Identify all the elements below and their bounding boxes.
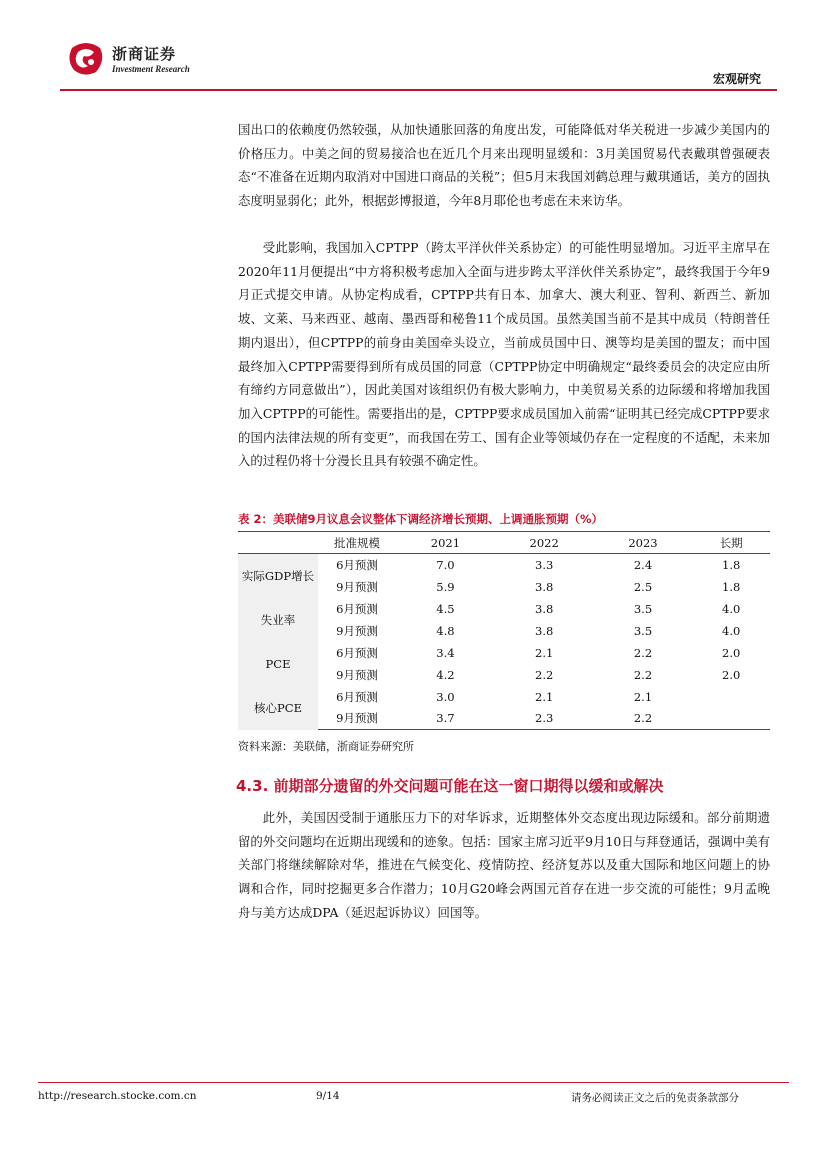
- body-paragraph-2: 受此影响，我国加入CPTPP（跨太平洋伙伴关系协定）的可能性明显增加。习近平主席早在2020年11月便提出“中方将积极考虑加入全面与进步跨太平洋伙伴关系协定”，最终我国于今年9月正式提交申请。从协定构成看，CPTPP共有日本、加拿大、澳大利亚、智利、新西兰、新加坡、文莱、马来西亚、越南、墨西哥和秘鲁11个成员国。虽然美国当前不是其中成员（特朗普任期内退出），但CPTPP的前身由美国牵头设立，当前成员国中日、澳等均是美国的盟友；而中国最终加入CPTPP需要得到所有成员国的同意（CPTPP协定中明确规定“最终委员会的决定应由所有缔约方同意做出”），因此美国对该组织仍有极大影响力，中美贸易关系的边际缓和将增加我国加入CPTPP的可能性。需要指出的是，CPTPP要求成员国加入前需“证明其已经完成CPTPP要求的国内法律法规的所有变更”，而我国在劳工、国有企业等领域仍存在一定程度的不适配，未来加入的过程仍将十分漫长且具有较强不确定性。: [238, 240, 770, 469]
- page-header: [0, 0, 827, 92]
- section-heading: 4.3. 前期部分遗留的外交问题可能在这一窗口期得以缓和或解决: [236, 777, 664, 795]
- table-cell: 2.0: [722, 667, 741, 682]
- table-header-cell: 2021: [396, 532, 495, 554]
- table-row: [238, 686, 770, 708]
- table-cell: 3.7: [396, 708, 495, 730]
- table-cell: 1.8: [722, 557, 741, 572]
- table-cell: 3.3: [535, 557, 554, 572]
- table-cell: 2.1: [535, 689, 554, 704]
- header-divider-left: [60, 89, 186, 91]
- table-header-cell: 2022: [495, 532, 594, 554]
- company-name-cn: 浙商证券: [112, 45, 177, 63]
- row-label: 9月预测: [336, 623, 378, 638]
- row-label: 9月预测: [336, 667, 378, 682]
- table-row: [238, 664, 770, 686]
- footer-divider: [38, 1082, 789, 1083]
- table-cell: 2.2: [633, 667, 653, 682]
- table-row: [238, 554, 770, 576]
- company-logo-icon: [66, 38, 106, 78]
- category-cell: 失业率: [238, 598, 318, 642]
- table-row: [238, 598, 770, 620]
- table-cell: 2.2: [633, 645, 653, 660]
- table-header-cell: [238, 532, 318, 554]
- row-label: 6月预测: [336, 689, 378, 704]
- report-category: 宏观研究: [712, 72, 761, 86]
- table-cell: 7.0: [436, 557, 455, 572]
- table-cell: 2.2: [594, 708, 693, 730]
- table-cell: 3.8: [535, 579, 554, 594]
- table-cell: 3.8: [535, 601, 554, 616]
- table-source: 资料来源：美联储，浙商证券研究所: [238, 740, 414, 753]
- body-paragraph-1: 国出口的依赖度仍然较强，从加快通胀回落的角度出发，可能降低对华关税进一步减少美国内的价格压力。中美之间的贸易接洽也在近几个月来出现明显缓和：3月美国贸易代表戴琪曾强硬表态“不准备在近期内取消对中国进口商品的关税”；但5月末我国刘鹤总理与戴琪通话，美方的固执态度明显弱化；此外，根据彭博报道，今年8月耶伦也考虑在未来访华。: [238, 122, 770, 209]
- table-cell: 1.8: [722, 579, 741, 594]
- table-cell: 2.2: [535, 667, 554, 682]
- row-label: 9月预测: [336, 579, 378, 594]
- table-row: [238, 708, 770, 730]
- row-label: 9月预测: [318, 708, 396, 730]
- row-label: 6月预测: [336, 645, 378, 660]
- table-cell: 2.1: [535, 645, 554, 660]
- table-cell: [692, 708, 770, 730]
- table-title: 表 2：美联储9月议息会议整体下调经济增长预期、上调通胀预期（%）: [238, 512, 604, 526]
- row-label: 6月预测: [336, 557, 378, 572]
- table-cell: 4.8: [436, 623, 455, 638]
- table-cell: 3.4: [436, 645, 455, 660]
- table-cell: 3.5: [633, 623, 653, 638]
- table-row: [238, 576, 770, 598]
- disclaimer-note: 请务必阅读正文之后的免责条款部分: [571, 1092, 739, 1104]
- page-number: 9/14: [316, 1090, 340, 1102]
- category-cell: PCE: [238, 642, 318, 686]
- table-cell: 4.0: [722, 601, 741, 616]
- table-cell: 2.0: [722, 645, 741, 660]
- table-header-row: [238, 532, 770, 554]
- table-cell: 2.4: [633, 557, 653, 572]
- table-cell: [692, 686, 770, 708]
- table-cell: 3.0: [436, 689, 455, 704]
- row-label: 6月预测: [336, 601, 378, 616]
- category-cell: 实际GDP增长: [238, 554, 318, 598]
- table-cell: 2.1: [633, 689, 653, 704]
- table-cell: 4.5: [436, 601, 455, 616]
- footer-website-link[interactable]: http://research.stocke.com.cn: [38, 1090, 197, 1102]
- table-header-cell: 长期: [692, 532, 770, 554]
- table-header-cell: 2023: [594, 532, 693, 554]
- table-cell: 2.3: [495, 708, 594, 730]
- header-divider: [186, 89, 777, 91]
- table-cell: 3.8: [535, 623, 554, 638]
- body-paragraph-3: 此外，美国因受制于通胀压力下的对华诉求，近期整体外交态度出现边际缓和。部分前期遗留的外交问题均在近期出现缓和的迹象。包括：国家主席习近平9月10日与拜登通话，强调中美有关部门将继续解除对华，推进在气候变化、疫情防控、经济复苏以及重大国际和地区问题上的协调和合作，同时挖掘更多合作潜力；10月G20峰会两国元首存在进一步交流的可能性；9月孟晚舟与美方达成DPA（延迟起诉协议）回国等。: [238, 810, 770, 920]
- table-cell: 4.2: [436, 667, 455, 682]
- category-cell: 核心PCE: [238, 686, 318, 730]
- table-cell: 4.0: [722, 623, 741, 638]
- table-cell: 2.5: [633, 579, 653, 594]
- company-name-en: Investment Research: [112, 64, 190, 74]
- fed-projection-table: [238, 531, 770, 730]
- table-cell: 5.9: [436, 579, 455, 594]
- table-header-cell: 批准规模: [318, 532, 396, 554]
- table-row: [238, 642, 770, 664]
- table-cell: 3.5: [633, 601, 653, 616]
- table-row: [238, 620, 770, 642]
